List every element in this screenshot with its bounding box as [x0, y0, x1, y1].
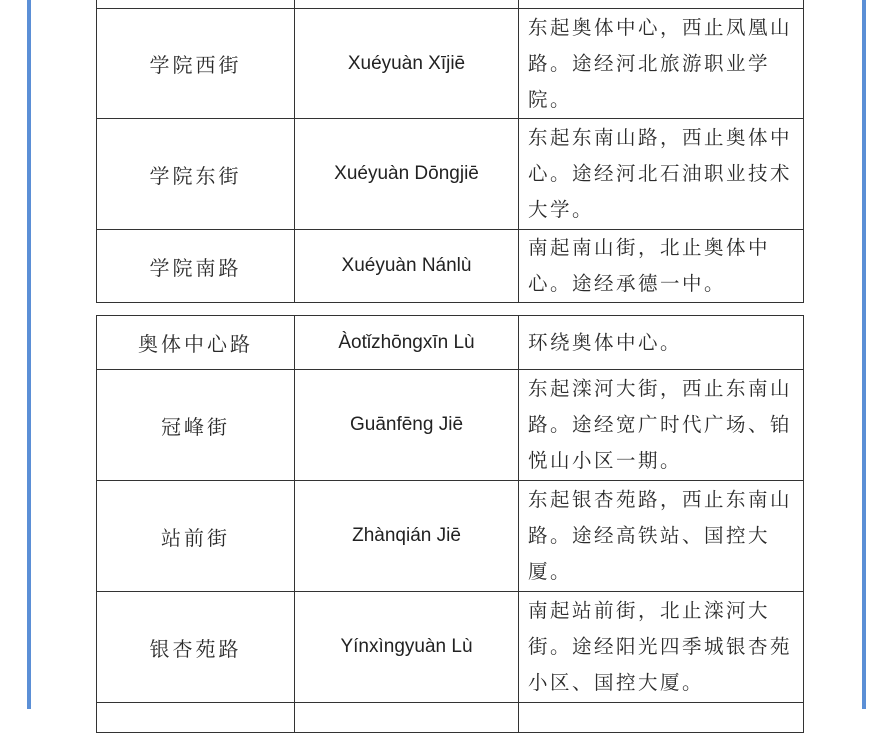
pinyin-cell — [295, 703, 519, 733]
description-cell — [519, 703, 804, 733]
table-row — [97, 119, 804, 230]
pinyin-cell: Zhànqián Jiē — [295, 481, 519, 592]
table-row — [97, 0, 804, 9]
description-cell: 南起站前街，北止滦河大街。途经阳光四季城银杏苑小区、国控大厦。 — [528, 599, 793, 694]
table-row — [97, 703, 804, 733]
pinyin-cell: Xuéyuàn Xījiē — [295, 9, 519, 119]
road-name-cell: 奥体中心路 — [97, 316, 295, 370]
road-names-table — [96, 315, 804, 733]
road-names-table — [96, 0, 804, 303]
description-cell: 东起奥体中心，西止凤凰山路。途经河北旅游职业学院。 — [528, 15, 793, 111]
description-cell — [519, 0, 804, 9]
document-page — [31, 0, 862, 709]
pinyin-cell: Xuéyuàn Dōngjiē — [295, 119, 519, 230]
table-row — [97, 316, 804, 370]
road-name-cell: 冠峰街 — [97, 370, 295, 481]
road-name-cell: 学院东街 — [97, 119, 295, 230]
road-name-cell: 站前街 — [97, 481, 295, 592]
table-row — [97, 370, 804, 481]
pinyin-cell: Xuéyuàn Nánlù — [295, 230, 519, 303]
description-cell: 东起东南山路，西止奥体中心。途经河北石油职业技术大学。 — [528, 126, 793, 221]
description-cell: 东起滦河大街，西止东南山路。途经宽广时代广场、铂悦山小区一期。 — [528, 377, 793, 472]
table-row — [97, 230, 804, 303]
table-row — [97, 9, 804, 119]
pinyin-cell: Guānfēng Jiē — [295, 370, 519, 481]
table-row — [97, 592, 804, 703]
pinyin-cell: Yínxìngyuàn Lù — [295, 592, 519, 703]
page-frame-right-border — [862, 0, 866, 709]
road-name-cell: 学院西街 — [97, 9, 295, 119]
road-name-cell: 银杏苑路 — [97, 592, 295, 703]
description-cell: 南起南山街，北止奥体中心。途经承德一中。 — [528, 236, 771, 295]
table-row — [97, 481, 804, 592]
road-name-cell — [97, 703, 295, 733]
pinyin-cell: Àotǐzhōngxīn Lù — [295, 316, 519, 370]
pinyin-cell — [295, 0, 519, 9]
road-name-cell: 学院南路 — [97, 230, 295, 303]
road-name-cell — [97, 0, 295, 9]
description-cell: 东起银杏苑路，西止东南山路。途经高铁站、国控大厦。 — [528, 488, 793, 583]
description-cell: 环绕奥体中心。 — [528, 330, 683, 354]
